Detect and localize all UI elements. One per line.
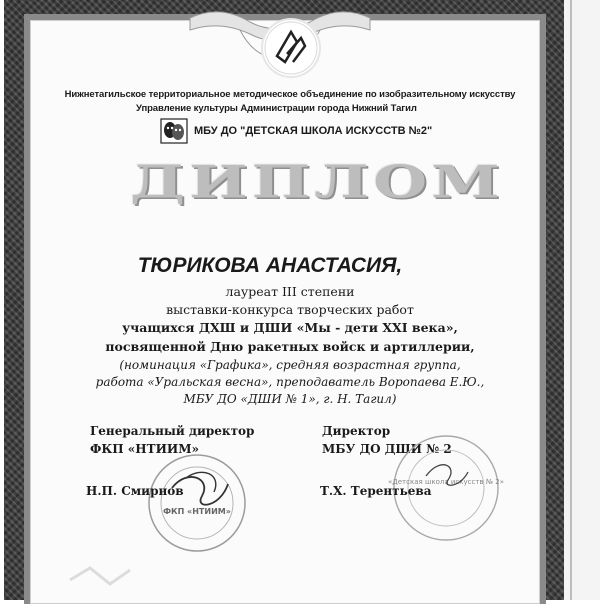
nomination-line-3: МБУ ДО «ДШИ № 1», г. Н. Тагил) xyxy=(183,392,397,406)
organization-line-1: Нижнетагильское территориальное методическое объединение по изобразительному искусству xyxy=(64,89,516,100)
organization-line-2: Управление культуры Администрации города Нижний Тагил xyxy=(136,103,417,114)
theatre-masks-icon xyxy=(160,118,188,144)
left-signatory-name: Н.П. Смирнов xyxy=(86,484,184,498)
emblem-icon xyxy=(263,20,319,76)
left-stamp xyxy=(142,448,252,558)
left-signatory-title: Генеральный директор xyxy=(90,424,255,438)
faded-mark xyxy=(60,560,140,590)
nomination-line-1: (номинация «Графика», средняя возрастная группа, xyxy=(119,358,461,372)
page-edge xyxy=(564,0,600,600)
right-signatory-title: Директор xyxy=(322,424,391,438)
diploma-title: ДИПЛОМ xyxy=(130,155,504,209)
award-dedication: посвященной Дню ракетных войск и артиллерии, xyxy=(105,339,475,354)
award-event: выставки-конкурса творческих работ xyxy=(166,302,414,317)
school-name: МБУ ДО "ДЕТСКАЯ ШКОЛА ИСКУССТВ №2" xyxy=(194,125,433,137)
right-signatory-org: МБУ ДО ДШИ № 2 xyxy=(322,442,452,456)
recipient-name: ТЮРИКОВА АНАСТАСИЯ, xyxy=(137,254,403,277)
left-stamp-text: ФКП «НТИИМ» xyxy=(163,507,231,516)
right-stamp-text: «Детская школа искусств № 2» xyxy=(388,478,504,486)
nomination-line-2: работа «Уральская весна», преподаватель Воропаева Е.Ю., xyxy=(95,375,485,389)
left-signatory-org: ФКП «НТИИМ» xyxy=(90,442,200,456)
award-degree: лауреат III степени xyxy=(225,284,355,299)
award-participants: учащихся ДХШ и ДШИ «Мы - дети XXI века», xyxy=(122,320,458,335)
school-header xyxy=(160,118,460,144)
right-signatory-name: Т.Х. Терентьева xyxy=(320,484,432,498)
